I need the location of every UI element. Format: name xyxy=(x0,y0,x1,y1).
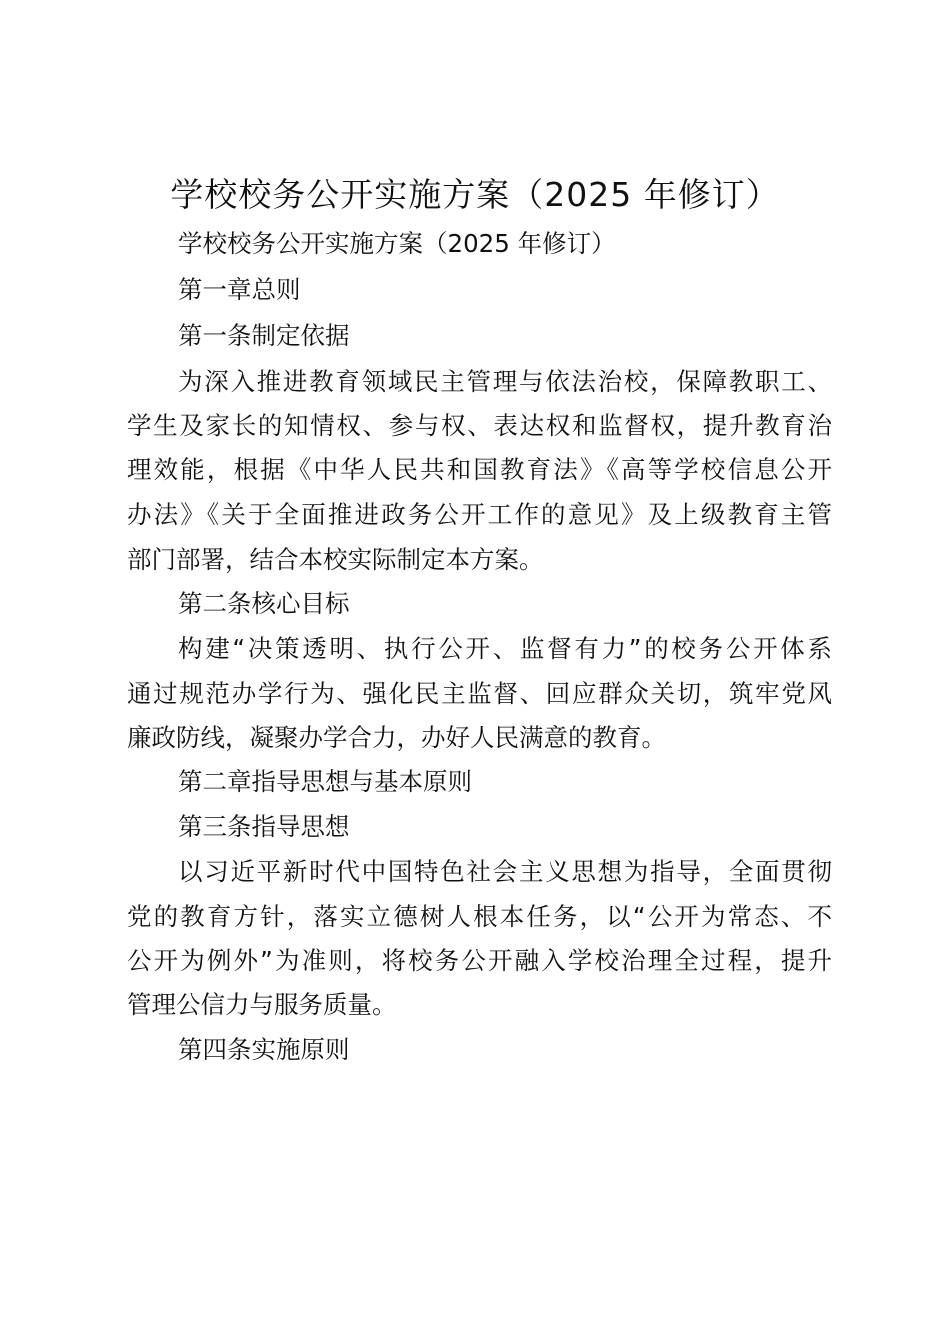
subtitle-line: 学校校务公开实施方案（2025 年修订） xyxy=(178,229,616,258)
paragraph-line: 办法》《关于全面推进政务公开工作的意见》及上级教育主管 xyxy=(127,500,832,529)
paragraph-line: 构建“决策透明、执行公开、监督有力”的校务公开体系 xyxy=(178,634,832,663)
paragraph-line: 学生及家长的知情权、参与权、表达权和监督权，提升教育治 xyxy=(127,411,832,440)
article-heading: 第二条核心目标 xyxy=(178,589,350,618)
paragraph-line: 理效能，根据《中华人民共和国教育法》《高等学校信息公开 xyxy=(127,455,832,484)
chapter-heading: 第二章指导思想与基本原则 xyxy=(178,767,472,796)
article-heading: 第四条实施原则 xyxy=(178,1035,350,1064)
article-heading: 第一条制定依据 xyxy=(178,321,350,350)
paragraph-line: 公开为例外”为准则，将校务公开融入学校治理全过程，提升 xyxy=(127,946,832,975)
document-title: 学校校务公开实施方案（2025 年修订） xyxy=(170,175,780,214)
paragraph-line: 党的教育方针，落实立德树人根本任务，以“公开为常态、不 xyxy=(127,902,832,931)
paragraph-line: 廉政防线，凝聚办学合力，办好人民满意的教育。 xyxy=(127,723,666,752)
paragraph-line: 管理公信力与服务质量。 xyxy=(127,990,397,1019)
paragraph-line: 为深入推进教育领域民主管理与依法治校，保障教职工、 xyxy=(178,367,832,396)
chapter-heading: 第一章总则 xyxy=(178,275,301,304)
article-heading: 第三条指导思想 xyxy=(178,812,350,841)
paragraph-line: 通过规范办学行为、强化民主监督、回应群众关切，筑牢党风 xyxy=(127,679,832,708)
paragraph-line: 部门部署，结合本校实际制定本方案。 xyxy=(127,545,544,574)
paragraph-line: 以习近平新时代中国特色社会主义思想为指导，全面贯彻 xyxy=(178,857,832,886)
